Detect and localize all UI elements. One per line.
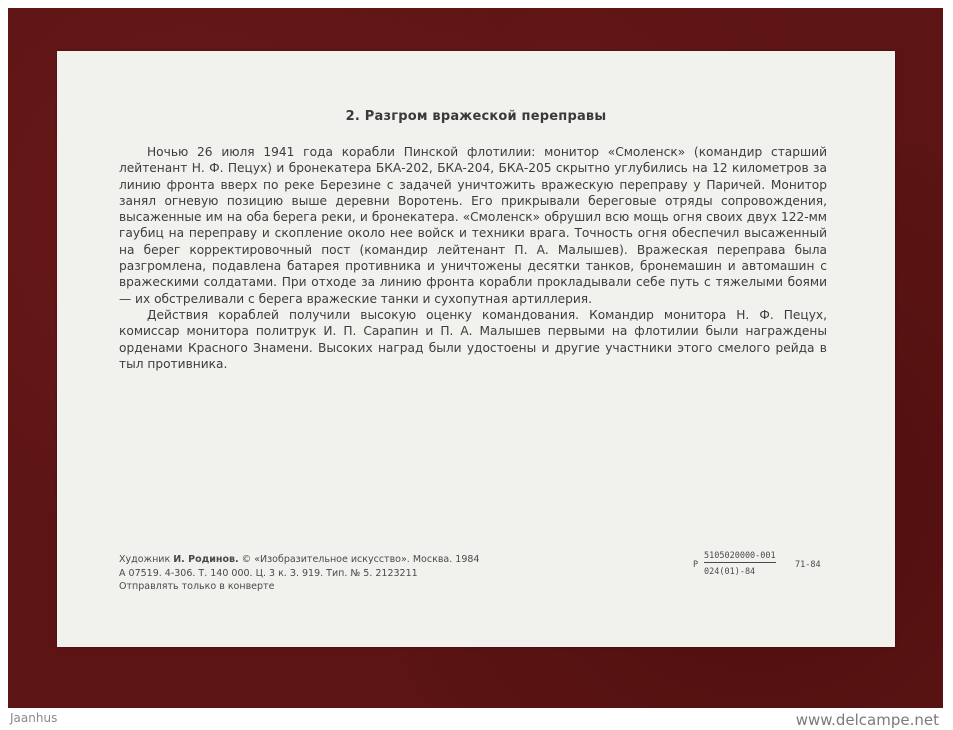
- catalog-prefix: Р: [693, 560, 699, 570]
- publisher-line: © «Изобразительное искусство». Москва. 1984: [241, 554, 480, 565]
- postcard-back: [57, 51, 895, 647]
- mailing-note: Отправлять только в конверте: [119, 581, 275, 592]
- credits-line-1: [119, 553, 479, 567]
- artist-name: И. Родинов.: [173, 554, 239, 565]
- watermark-right: www.delcampe.net: [795, 711, 939, 729]
- card-body-text: [119, 144, 827, 372]
- artist-prefix: Художник: [119, 554, 171, 565]
- publisher-credits: [119, 553, 479, 594]
- paragraph-1: Ночью 26 июля 1941 года корабли Пинской флотилии: монитор «Смоленск» (командир старший лейтенант Н. Ф. Пецух) и бронекатера БКА-202, БКА-204, БКА-205 скрытно углубились на 12 километров за линию фронта вверх по реке Березине с задачей уничтожить вражескую переправу у Паричей. Монитор занял огневую позицию выше деревни Воротень. Его прикрывали береговые отряды сопровождения, высаженные им на оба берега реки, и бронекатера. «Смоленск» обрушил всю мощь огня своих двух 122-мм гаубиц на переправу и скопление около нее войск и техники врага. Точность огня обеспечил высаженный на берег корректировочный пост (командир лейтенант П. А. Малышев). Вражеская переправа была разгромлена, подавлена батарея противника и уничтожены десятки танков, бронемашин и автомашин с вражескими солдатами. При отходе за линию фронта корабли прокладывали себе путь с тяжелыми боями — их обстреливали с берега вражеские танки и сухопутная артиллерия.: [119, 145, 827, 306]
- catalog-numerator: 5105020000-001: [704, 551, 776, 561]
- paragraph-2: Действия кораблей получили высокую оценку командования. Командир монитора Н. Ф. Пецух, комиссар монитора политрук И. П. Сарапин и П. А. Малышев первыми на флотилии были награждены орденами Красного Знамени. Высоких наград были удостоены и другие участники этого смелого рейда в тыл противника.: [119, 307, 827, 371]
- catalog-suffix: 71-84: [795, 560, 821, 570]
- catalog-denominator: 024(01)-84: [704, 567, 756, 577]
- card-heading: 2. Разгром вражеской переправы: [345, 109, 607, 124]
- print-info-line: А 07519. 4-306. Т. 140 000. Ц. 3 к. З. 919. Тип. № 5. 2123211: [119, 567, 418, 579]
- watermark-left: Jaanhus: [10, 711, 58, 725]
